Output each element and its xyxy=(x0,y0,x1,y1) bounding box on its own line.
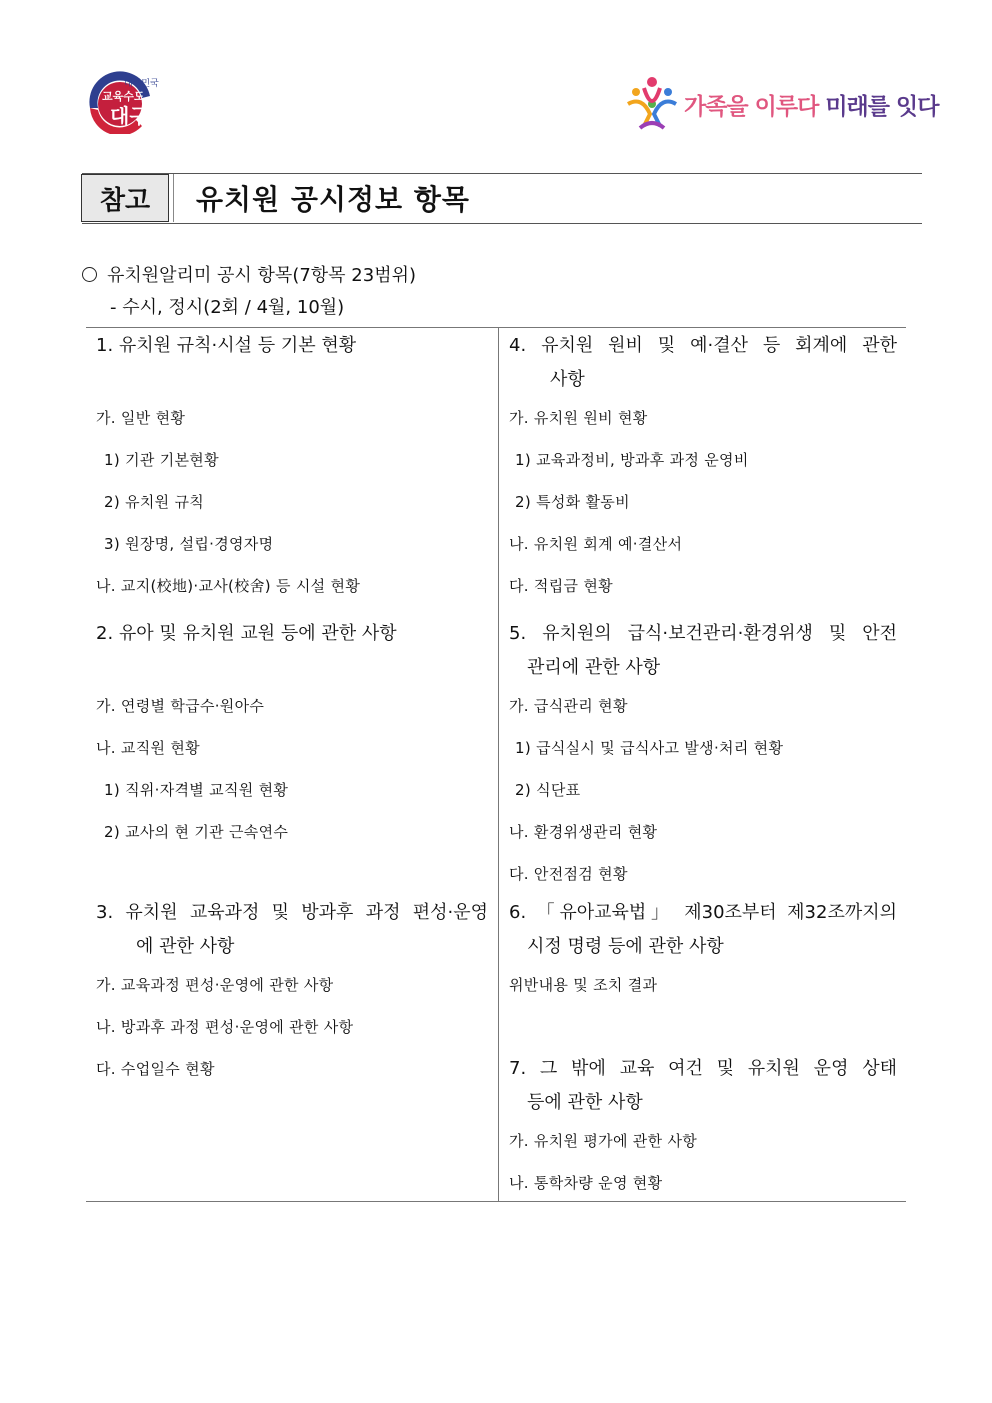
section-5-item: 2) 식단표 xyxy=(515,781,581,799)
section-3-heading-line-1: 3. 유치원 교육과정 및 방과후 과정 편성·운영 xyxy=(96,902,488,923)
daegu-education-logo xyxy=(80,68,162,134)
slogan-part2: 미래를 잇다 xyxy=(825,94,939,120)
section-5-item: 나. 환경위생관리 현황 xyxy=(509,823,658,841)
section-7-heading-line-2: 등에 관한 사항 xyxy=(527,1092,643,1113)
section-2-item: 1) 직위·자격별 교직원 현황 xyxy=(104,781,289,799)
section-4-item: 1) 교육과정비, 방과후 과정 운영비 xyxy=(515,451,749,469)
section-5-item: 1) 급식실시 및 급식사고 발생·처리 현황 xyxy=(515,739,784,757)
section-4-item: 가. 유치원 원비 현황 xyxy=(509,409,648,427)
section-6-heading-line-2: 시정 명령 등에 관한 사항 xyxy=(527,936,724,957)
section-3-item: 가. 교육과정 편성·운영에 관한 사항 xyxy=(96,976,334,994)
section-2-heading: 2. 유아 및 유치원 교원 등에 관한 사항 xyxy=(96,623,397,644)
page-title: 유치원 공시정보 항목 xyxy=(196,183,470,216)
section-5-item: 다. 안전점검 현황 xyxy=(509,865,628,883)
section-4-heading-line-1: 4. 유치원 원비 및 예·결산 등 회계에 관한 xyxy=(509,335,897,356)
table-bottom-rule xyxy=(86,1201,906,1202)
title-rule-bottom xyxy=(82,223,922,224)
section-2-item: 2) 교사의 현 기관 근속연수 xyxy=(104,823,289,841)
section-1-item: 가. 일반 현황 xyxy=(96,409,186,427)
table-column-divider xyxy=(498,328,499,1201)
section-2-item: 가. 연령별 학급수·원아수 xyxy=(96,697,265,715)
section-1-heading: 1. 유치원 규칙·시설 등 기본 현황 xyxy=(96,335,357,356)
svg-text:교육수도: 교육수도 xyxy=(102,90,145,103)
svg-text:대구: 대구 xyxy=(110,104,149,128)
section-7-item: 나. 통학차량 운영 현황 xyxy=(509,1174,663,1192)
table-top-rule xyxy=(86,327,906,328)
section-3-heading-line-2: 에 관한 사항 xyxy=(136,936,235,957)
title-divider xyxy=(173,174,174,222)
family-people-icon xyxy=(622,74,682,132)
section-1-item: 1) 기관 기본현황 xyxy=(104,451,219,469)
slogan-text xyxy=(684,88,938,121)
circle-bullet-icon xyxy=(82,267,97,282)
intro-line-1 xyxy=(82,261,416,287)
section-4-item: 나. 유치원 회계 예·결산서 xyxy=(509,535,683,553)
section-1-item: 나. 교지(校地)·교사(校舍) 등 시설 현황 xyxy=(96,577,361,595)
section-7-heading-line-1: 7. 그 밖에 교육 여건 및 유치원 운영 상태 xyxy=(509,1058,897,1079)
section-4-item: 다. 적립금 현황 xyxy=(509,577,613,595)
section-3-item: 다. 수업일수 현황 xyxy=(96,1060,215,1078)
section-5-heading-line-1: 5. 유치원의 급식·보건관리·환경위생 및 안전 xyxy=(509,623,897,644)
section-2-item: 나. 교직원 현황 xyxy=(96,739,200,757)
section-5-heading-line-2: 관리에 관한 사항 xyxy=(527,657,661,678)
section-4-heading-line-2: 사항 xyxy=(550,369,585,390)
section-4-item: 2) 특성화 활동비 xyxy=(515,493,630,511)
intro-line-1-text: 유치원알리미 공시 항목(7항목 23범위) xyxy=(107,265,416,286)
family-future-slogan-logo xyxy=(622,74,939,132)
reference-label: 참고 xyxy=(81,174,169,222)
slogan-part1: 가족을 이루다 xyxy=(684,94,819,120)
daegu-education-emblem-icon xyxy=(80,68,162,134)
section-7-item: 가. 유치원 평가에 관한 사항 xyxy=(509,1132,698,1150)
section-3-item: 나. 방과후 과정 편성·운영에 관한 사항 xyxy=(96,1018,354,1036)
section-5-item: 가. 급식관리 현황 xyxy=(509,697,628,715)
section-6-heading-line-1: 6. 「유아교육법」 제30조부터 제32조까지의 xyxy=(509,902,897,923)
intro-line-2: - 수시, 정시(2회 / 4월, 10월) xyxy=(110,297,345,318)
section-1-item: 2) 유치원 규칙 xyxy=(104,493,205,511)
section-6-item: 위반내용 및 조치 결과 xyxy=(509,976,658,994)
section-1-item: 3) 원장명, 설립·경영자명 xyxy=(104,535,274,553)
svg-text:대한민국: 대한민국 xyxy=(124,79,159,89)
